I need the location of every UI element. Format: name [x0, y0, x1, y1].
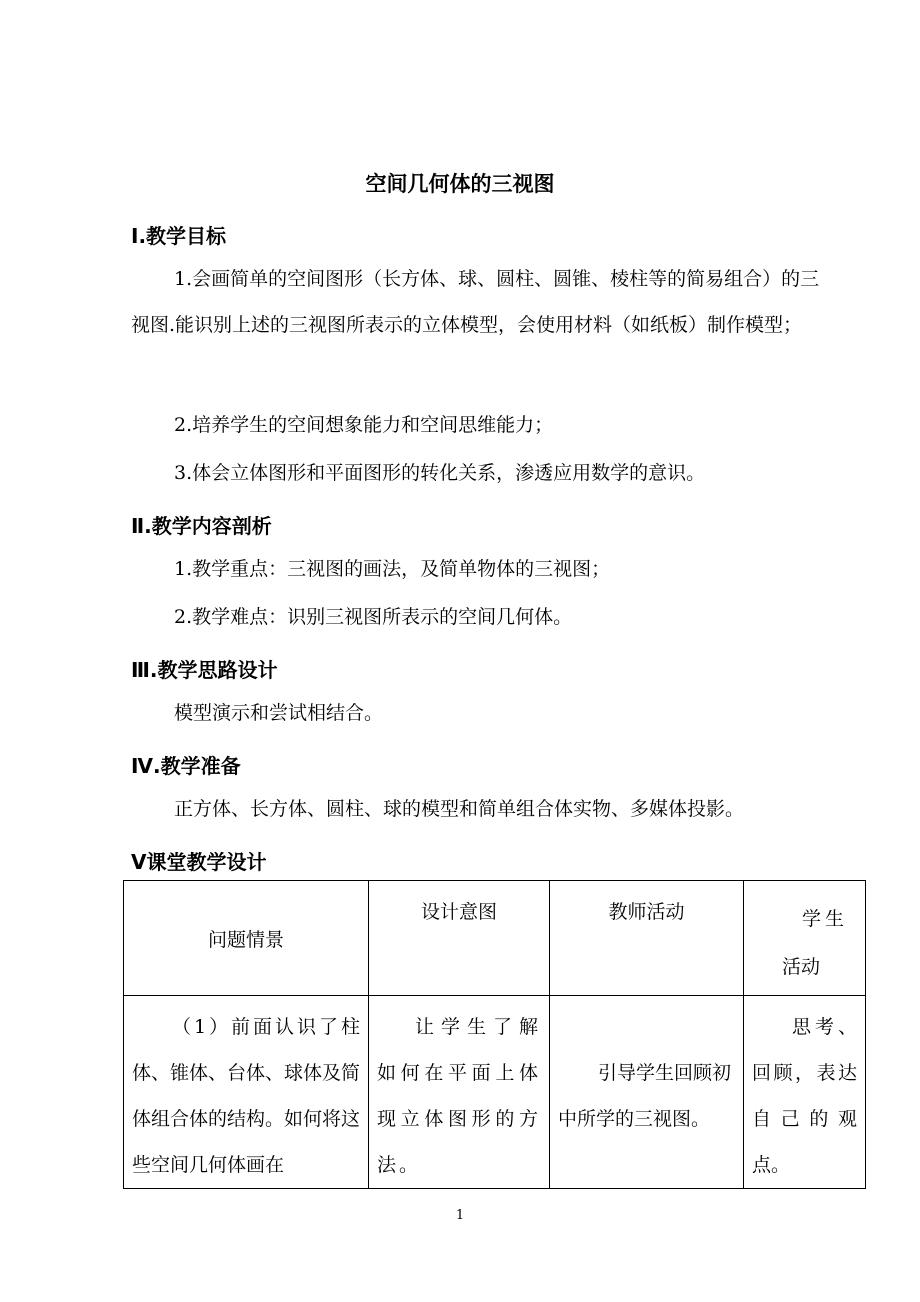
row1-teacher-activity-text: 引导学生回顾初中所学的三视图。: [558, 1062, 732, 1130]
objective-item-2: 2.培养学生的空间想象能力和空间思维能力；: [174, 414, 554, 436]
table-row: [124, 996, 866, 1189]
section-heading-preparation: Ⅳ.教学准备: [131, 754, 241, 778]
header-teacher-activity: [550, 881, 744, 996]
content-key-point: 1.教学重点：三视图的画法，及简单物体的三视图；: [174, 558, 611, 580]
objective-item-1: 1.会画简单的空间图形（长方体、球、圆柱、圆锥、棱柱等的简易组合）的三视图.能识别上述的三视图所表示的立体模型，会使用材料（如纸板）制作模型；: [131, 268, 820, 336]
header-design-intent-label: 设计意图: [420, 901, 497, 923]
row1-student-activity-text: 思考、回顾，表达自己的观点。: [752, 1016, 857, 1176]
preparation-text: 正方体、长方体、圆柱、球的模型和简单组合体实物、多媒体投影。: [174, 798, 745, 820]
section-heading-content-analysis: Ⅱ.教学内容剖析: [131, 514, 272, 538]
header-student-activity-label: 学生活动: [782, 908, 844, 978]
section-heading-objectives: Ⅰ.教学目标: [131, 224, 227, 248]
row1-design-intent-text: 让学生了解如何在平面上体现立体图形的方法。: [377, 1016, 541, 1176]
objective-item-3: 3.体会立体图形和平面图形的转化关系，渗透应用数学的意识。: [174, 462, 706, 484]
content-difficulty: 2.教学难点：识别三视图所表示的空间几何体。: [174, 606, 573, 628]
header-problem-scenario: [124, 881, 369, 996]
header-teacher-activity-label: 教师活动: [608, 901, 685, 923]
row1-problem-scenario: [124, 996, 369, 1189]
lesson-design-table: [123, 880, 866, 1189]
header-student-activity: [744, 881, 866, 996]
row1-design-intent: [369, 996, 550, 1189]
row1-problem-scenario-text: （1）前面认识了柱体、锥体、台体、球体及简体组合体的结构。如何将这些空间几何体画在: [132, 1016, 361, 1176]
section-heading-classroom-design: Ⅴ课堂教学设计: [131, 850, 267, 874]
header-design-intent: [369, 881, 550, 996]
table-header-row: [124, 881, 866, 996]
teaching-design-text: 模型演示和尝试相结合。: [174, 702, 384, 724]
page-number: 1: [455, 1208, 465, 1223]
row1-student-activity: [744, 996, 866, 1189]
page-title: 空间几何体的三视图: [365, 172, 555, 196]
header-problem-scenario-label: 问题情景: [207, 928, 284, 951]
row1-teacher-activity: [550, 996, 744, 1189]
section-heading-teaching-design: Ⅲ.教学思路设计: [131, 658, 278, 682]
